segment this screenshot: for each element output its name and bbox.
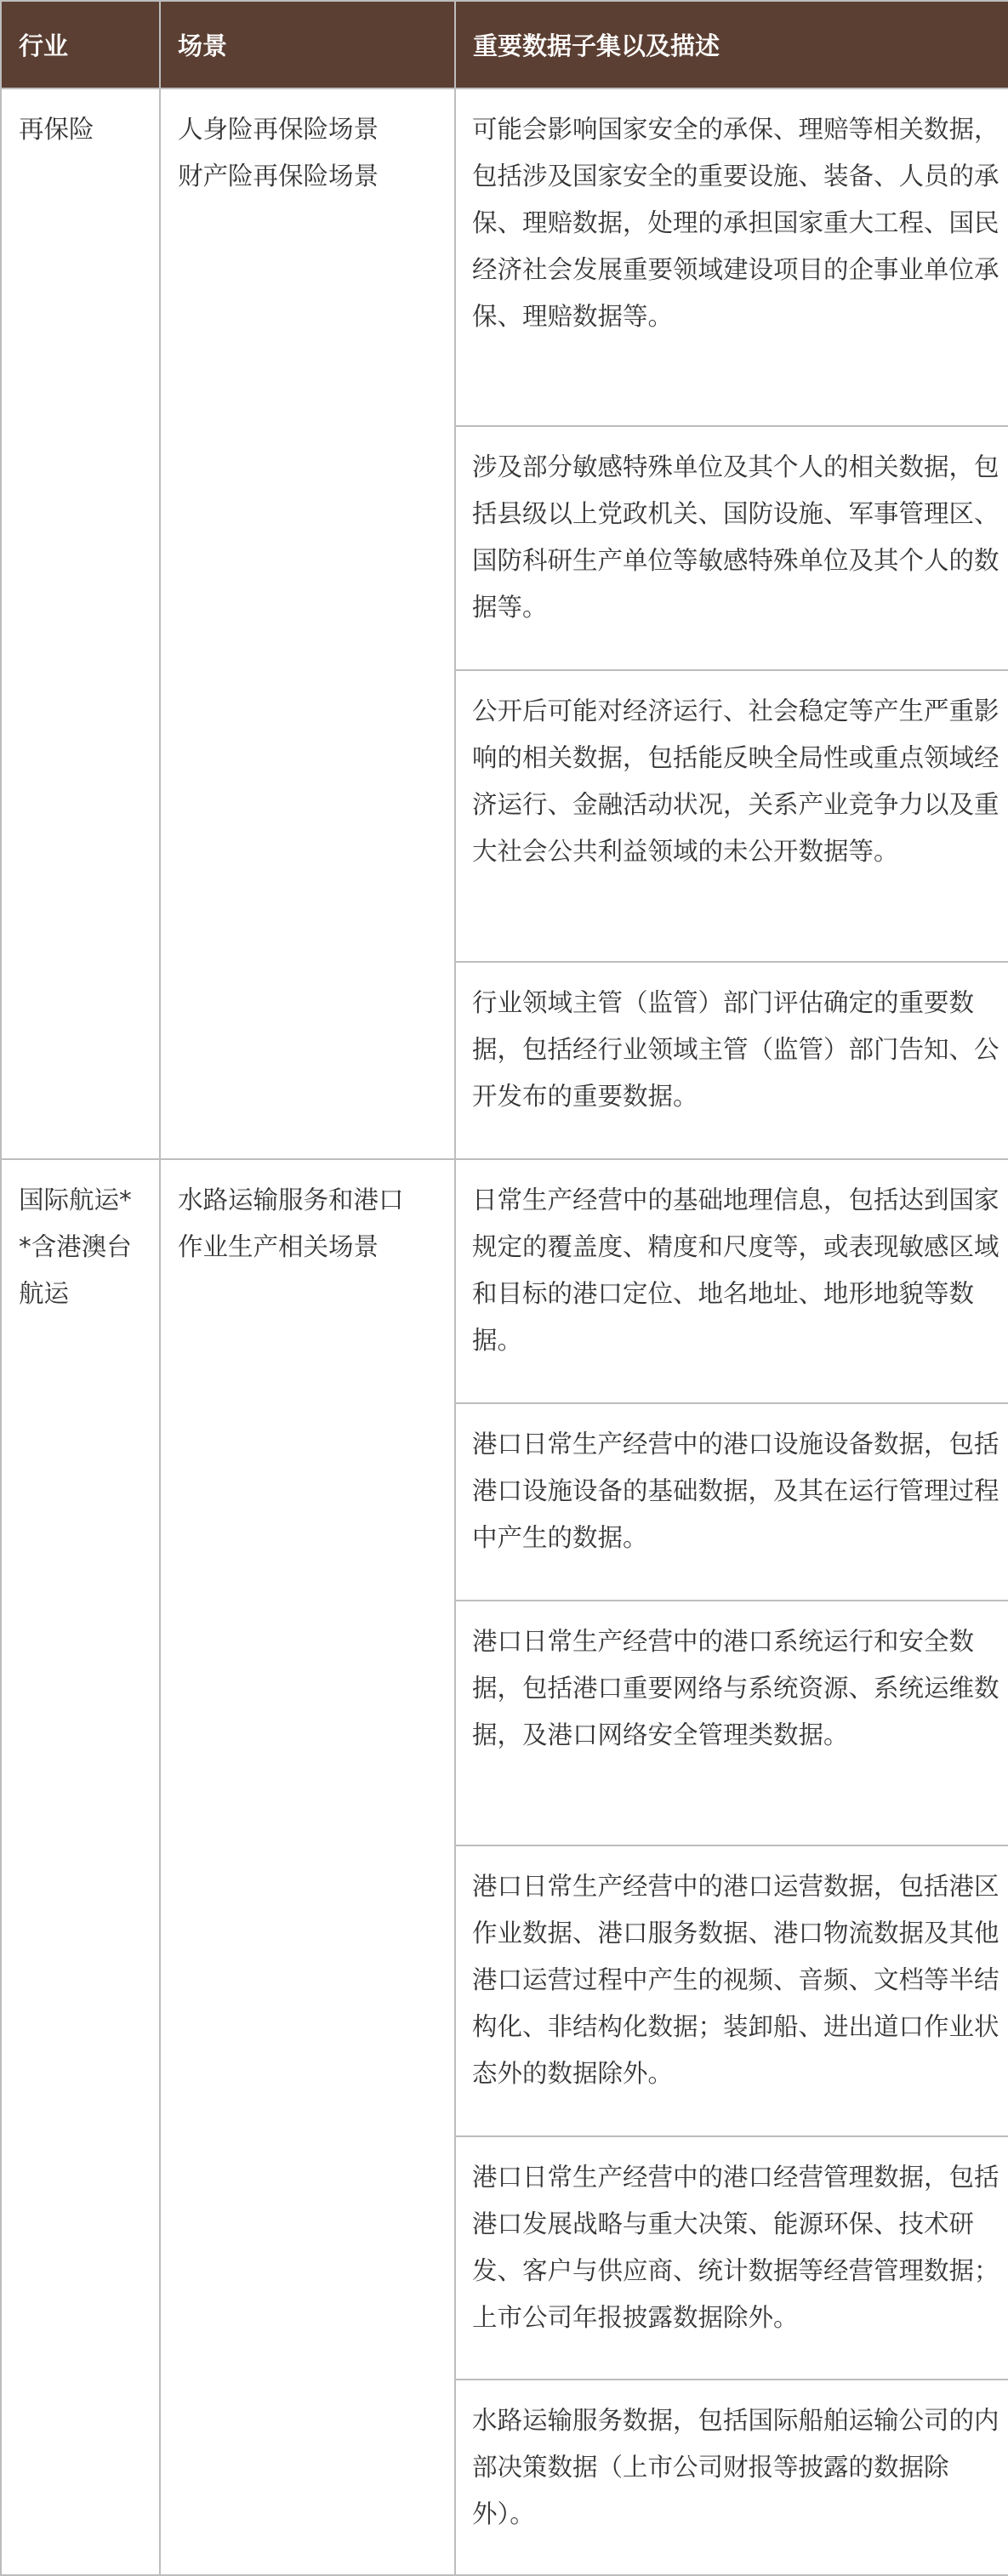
header-scenario: 场景 [160,1,455,88]
scenario-cell [160,1159,455,2575]
description-cell: 港口日常生产经营中的港口设施设备数据，包括港口设施设备的基础数据，及其在运行管理过程中产生的数据。 [455,1403,1008,1601]
header-row [1,1,1008,88]
industry-name: 再保险 [19,115,94,144]
table-row [1,1159,1008,1403]
industry-name: 国际航运* [19,1186,132,1214]
description-cell: 可能会影响国家安全的承保、理赔等相关数据，包括涉及国家安全的重要设施、装备、人员的承保、理赔数据，处理的承担国家重大工程、国民经济社会发展重要领域建设项目的企事业单位承保、理赔数据等。 [455,88,1008,426]
scenario-name: 财产险再保险场景 [178,162,379,190]
header-industry: 行业 [1,1,160,88]
description-cell: 公开后可能对经济运行、社会稳定等产生严重影响的相关数据，包括能反映全局性或重点领域经济运行、金融活动状况，关系产业竞争力以及重大社会公共利益领域的未公开数据等。 [455,670,1008,962]
header-description: 重要数据子集以及描述 [455,1,1008,88]
description-cell: 港口日常生产经营中的港口经营管理数据，包括港口发展战略与重大决策、能源环保、技术研发、客户与供应商、统计数据等经营管理数据；上市公司年报披露数据除外。 [455,2136,1008,2380]
industry-name: *含港澳台 [19,1232,132,1261]
scenario-cell [160,88,455,1159]
industry-name: 航运 [19,1279,70,1308]
table-row [1,88,1008,426]
description-cell: 行业领域主管（监管）部门评估确定的重要数据，包括经行业领域主管（监管）部门告知、公开发布的重要数据。 [455,962,1008,1159]
scenario-name: 水路运输服务和港口 [178,1186,404,1214]
description-cell: 水路运输服务数据，包括国际船舶运输公司的内部决策数据（上市公司财报等披露的数据除外）。 [455,2380,1008,2575]
description-cell: 日常生产经营中的基础地理信息，包括达到国家规定的覆盖度、精度和尺度等，或表现敏感区域和目标的港口定位、地名地址、地形地貌等数据。 [455,1159,1008,1403]
description-cell: 港口日常生产经营中的港口系统运行和安全数据，包括港口重要网络与系统资源、系统运维数据，及港口网络安全管理类数据。 [455,1601,1008,1845]
scenario-name: 人身险再保险场景 [178,115,379,144]
scenario-name: 作业生产相关场景 [178,1232,379,1261]
industry-cell [1,88,160,1159]
description-cell: 港口日常生产经营中的港口运营数据，包括港区作业数据、港口服务数据、港口物流数据及其他港口运营过程中产生的视频、音频、文档等半结构化、非结构化数据；装卸船、进出道口作业状态外的数据除外。 [455,1845,1008,2136]
industry-cell [1,1159,160,2575]
description-cell: 涉及部分敏感特殊单位及其个人的相关数据，包括县级以上党政机关、国防设施、军事管理区、国防科研生产单位等敏感特殊单位及其个人的数据等。 [455,426,1008,670]
